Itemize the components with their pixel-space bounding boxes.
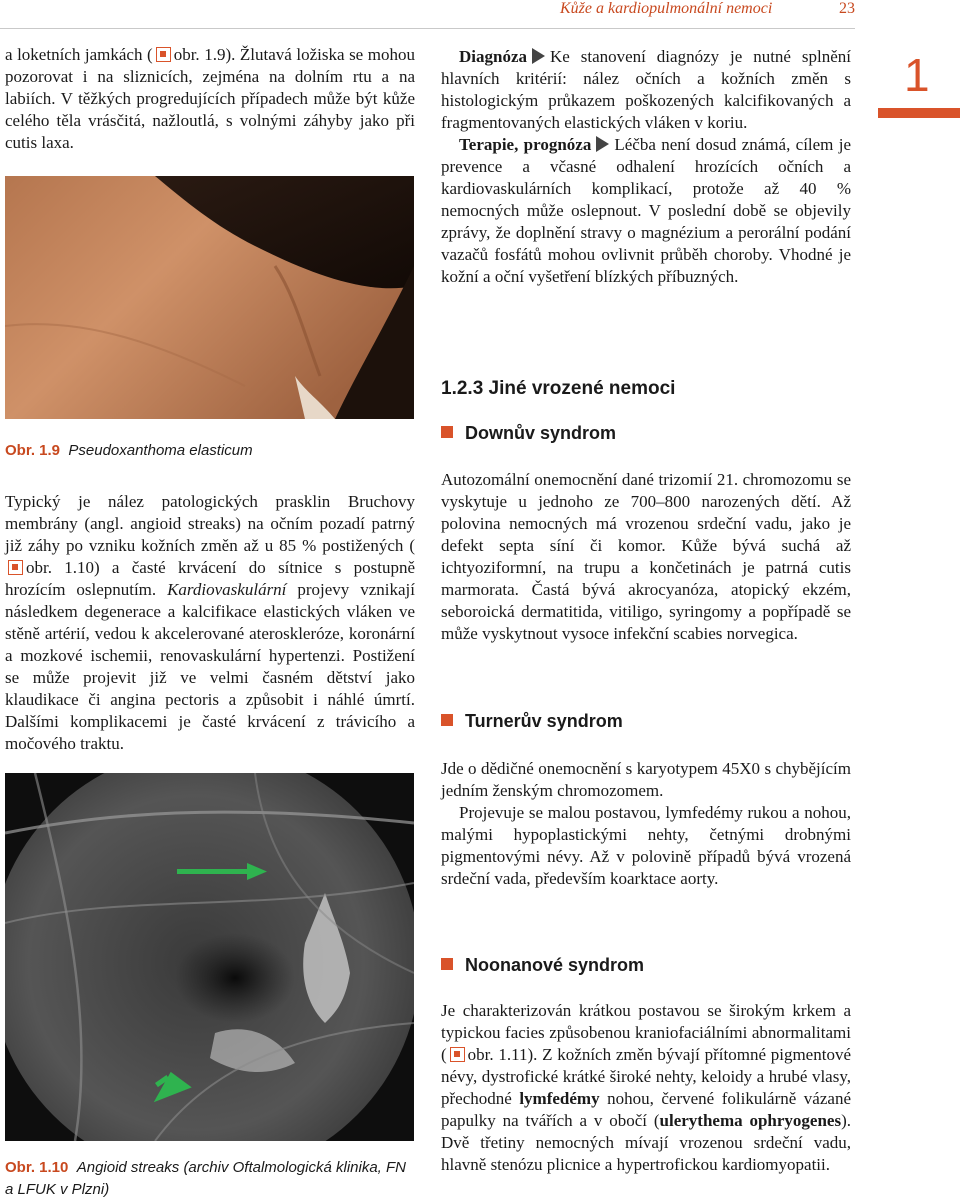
running-title: Kůže a kardiopulmonální nemoci	[560, 0, 773, 17]
page-number: 23	[839, 0, 855, 17]
figure-ref-icon	[156, 47, 171, 62]
down-syndrome-title: Downův syndrom	[441, 423, 616, 444]
figure-1-10-caption	[5, 1157, 415, 1201]
figure-ref-icon	[450, 1047, 465, 1062]
figure-1-9-photo	[5, 176, 414, 419]
left-intro-text: a loketních jamkách ( obr. 1.9). Žlutavá ložiska se mohou pozorovat i na sliznicích, zejména na dolním rtu a na labiích. V těžkých progredujících případech může být kůže celého těla vrásčitá, nažloutlá, s volnými záhyby jako při cutis laxa.	[5, 45, 415, 152]
bullet-square-icon	[441, 426, 453, 438]
triangle-icon	[596, 136, 609, 152]
down-syndrome-text: Autozomální onemocnění dané trizomií 21. chromozomu se vyskytuje u jednoho ze 700–800 narozených dětí. Až polovina nemocných má vrozenou srdeční vadu, jako je defekt septa síní či komor. Kůže bývá suchá až ichtyoziformní, na trupu a končetinách je patrná cutis marmorata. Častá bývá akrocyanóza, atopický ekzém, seboroická dermatitida, vitiligo, syringomy a popřípadě se může vyskytnout vysoce infekční scabies norvegica.	[441, 470, 851, 643]
noonan-syndrome-text: Je charakterizován krátkou postavou se širokým krkem a typickou facies způsobenou kraniofaciálními abnormalitami ( obr. 1.11). Z kožních změn bývají přítomné pigmentové névy, dystrofické krátké široké nehty, keloidy a hrubé vlasy, přechodné lymfedémy nohou, červené folikulárně vázané papulky na tvářích a v obočí (ulerythema ophryogenes). Dvě třetiny nemocných mívají vrozenou srdeční vadu, hlavně stenózu plicnice a hypertrofickou kardiomyopatii.	[441, 1001, 851, 1174]
figure-ref-icon	[8, 560, 23, 575]
noonan-syndrome-title: Noonanové syndrom	[441, 955, 644, 976]
left-body-text: Typický je nález patologických prasklin Bruchovy membrány (angl. angioid streaks) na očním pozadí patrný již záhy po vzniku kožních změn až u 85 % postižených (obr. 1.10) a časté krvácení do sítnice s postupně hrozícím oslepnutím. Kardiovaskulární projevy vznikají následkem degenerace a kalcifikace elastických vláken ve stěně artérií, vedou k akcelerované ateroskleróze, koronární a mozkové ischemii, renovaskulární hypertenzi. Postižení se může projevit již ve velmi časném dětství jako klaudikace či angina pectoris a způsobit i náhlé úmrtí. Dalšími komplikacemi je časté krvácení z trávicího a močového traktu.	[5, 492, 415, 753]
skin-photo-illustration	[5, 176, 414, 419]
chapter-tab	[878, 50, 960, 130]
triangle-icon	[532, 48, 545, 64]
section-title: 1.2.3 Jiné vrozené nemoci	[441, 378, 676, 399]
turner-syndrome-text: Jde o dědičné onemocnění s karyotypem 45X0 s chybějícím jedním ženským chromozomem. Projevuje se malou postavou, lymfedémy rukou a nohou, malými hypoplastickými nehty, četnými drobnými pigmentovými névy. Až v polovině případů bývá vrozená srdeční vada, především koarktace aorty.	[441, 759, 851, 888]
bullet-square-icon	[441, 714, 453, 726]
figure-label: Obr. 1.9	[5, 442, 61, 459]
diagnosis-paragraph: Diagnóza Ke stanovení diagnózy je nutné splnění hlavních kritérií: nález očních a kožních změn s histologickým průkazem poškozených kalcifikovaných a fragmentovaných elastických vláken v koriu. Terapie, prognóza Léčba není dosud známá, cílem je prevence a včasné odhalení hrozících očních a kardiovaskulárních komplikací, protože až 40 % nemocných může oslepnout. V poslední době se objevily zprávy, že doplnění stravy o magnézium a perorální podání vazačů fosfátů mohou ovlivnit průběh choroby. Vhodné je kožní a oční vyšetření blízkých příbuzných.	[441, 47, 851, 286]
chapter-bar	[878, 108, 960, 118]
fundus-photo-illustration	[5, 773, 414, 1141]
figure-1-9-caption	[5, 440, 415, 462]
running-head	[560, 0, 855, 26]
bullet-square-icon	[441, 958, 453, 970]
figure-caption-text: Angioid streaks (archiv Oftalmologická klinika, FN a LFUK v Plzni)	[5, 1159, 407, 1198]
figure-caption-text: Pseudoxanthoma elasticum	[68, 442, 253, 459]
figure-label: Obr. 1.10	[5, 1159, 69, 1176]
figure-1-10-photo	[5, 773, 414, 1141]
therapy-label: Terapie, prognóza	[459, 135, 592, 154]
header-rule	[0, 28, 855, 29]
turner-syndrome-title: Turnerův syndrom	[441, 711, 623, 732]
diagnosis-label: Diagnóza	[459, 47, 527, 66]
chapter-number: 1	[904, 49, 930, 101]
